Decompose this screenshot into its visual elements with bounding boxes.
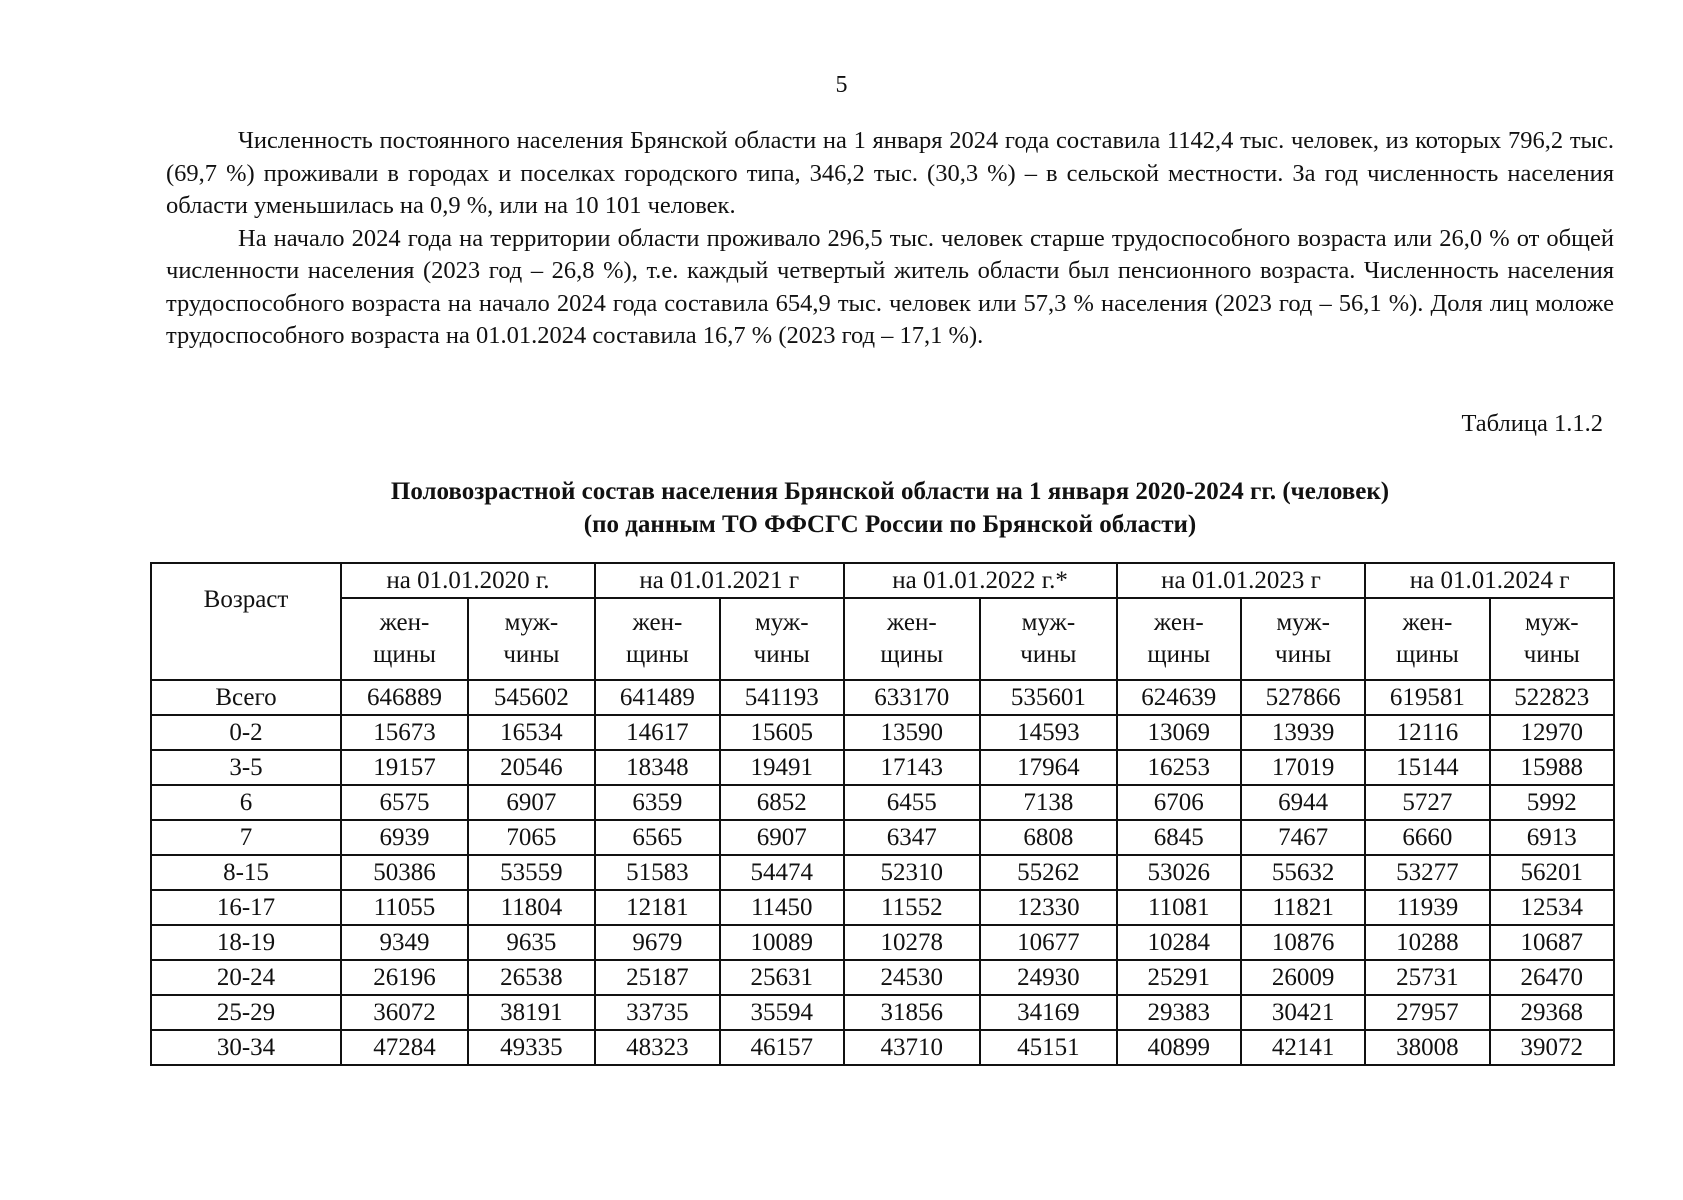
female-header-part: жен- bbox=[1402, 609, 1453, 636]
value-cell: 6913 bbox=[1490, 820, 1614, 855]
value-cell: 6359 bbox=[595, 785, 720, 820]
value-cell: 25291 bbox=[1117, 960, 1241, 995]
value-cell: 545602 bbox=[468, 680, 595, 715]
male-header-part: чины bbox=[753, 641, 810, 668]
value-cell: 6907 bbox=[468, 785, 595, 820]
age-cell: 7 bbox=[151, 820, 341, 855]
value-cell: 17019 bbox=[1241, 750, 1365, 785]
female-header-part: щины bbox=[1147, 641, 1211, 668]
value-cell: 36072 bbox=[341, 995, 468, 1030]
value-cell: 45151 bbox=[980, 1030, 1117, 1065]
value-cell: 30421 bbox=[1241, 995, 1365, 1030]
value-cell: 18348 bbox=[595, 750, 720, 785]
male-header-part: чины bbox=[1020, 641, 1077, 668]
male-header bbox=[980, 598, 1117, 680]
male-header-part: муж- bbox=[754, 609, 809, 636]
value-cell: 12116 bbox=[1365, 715, 1489, 750]
value-cell: 16534 bbox=[468, 715, 595, 750]
table-caption: Таблица 1.1.2 bbox=[1461, 410, 1603, 437]
value-cell: 9635 bbox=[468, 925, 595, 960]
value-cell: 5727 bbox=[1365, 785, 1489, 820]
value-cell: 10876 bbox=[1241, 925, 1365, 960]
table-row bbox=[151, 750, 1614, 785]
value-cell: 11055 bbox=[341, 890, 468, 925]
female-header-part: щины bbox=[1396, 641, 1459, 668]
value-cell: 12534 bbox=[1490, 890, 1614, 925]
value-cell: 29368 bbox=[1490, 995, 1614, 1030]
value-cell: 24930 bbox=[980, 960, 1117, 995]
table-row bbox=[151, 1030, 1614, 1065]
value-cell: 6565 bbox=[595, 820, 720, 855]
age-cell: 20-24 bbox=[151, 960, 341, 995]
male-header-part: чины bbox=[503, 641, 560, 668]
value-cell: 34169 bbox=[980, 995, 1117, 1030]
age-cell: 6 bbox=[151, 785, 341, 820]
value-cell: 53559 bbox=[468, 855, 595, 890]
female-header-part: щины bbox=[373, 641, 436, 668]
table-title bbox=[0, 475, 1683, 541]
male-header bbox=[468, 598, 595, 680]
value-cell: 14617 bbox=[595, 715, 720, 750]
value-cell: 43710 bbox=[844, 1030, 981, 1065]
value-cell: 646889 bbox=[341, 680, 468, 715]
value-cell: 54474 bbox=[720, 855, 844, 890]
value-cell: 29383 bbox=[1117, 995, 1241, 1030]
value-cell: 11450 bbox=[720, 890, 844, 925]
table-row bbox=[151, 785, 1614, 820]
value-cell: 6660 bbox=[1365, 820, 1489, 855]
value-cell: 40899 bbox=[1117, 1030, 1241, 1065]
year-header: на 01.01.2021 г bbox=[595, 563, 844, 598]
year-header: на 01.01.2024 г bbox=[1365, 563, 1614, 598]
value-cell: 527866 bbox=[1241, 680, 1365, 715]
value-cell: 38008 bbox=[1365, 1030, 1489, 1065]
value-cell: 6575 bbox=[341, 785, 468, 820]
value-cell: 52310 bbox=[844, 855, 981, 890]
male-header bbox=[1490, 598, 1614, 680]
value-cell: 55632 bbox=[1241, 855, 1365, 890]
value-cell: 53026 bbox=[1117, 855, 1241, 890]
header-row-sexes bbox=[151, 598, 1614, 680]
paragraph: На начало 2024 года на территории области проживало 296,5 тыс. человек старше трудоспособного возраста или 26,0 % от общей численности населения (2023 год – 26,8 %), т.е. каждый четвертый житель области был пенсионного возраста. Численность населения трудоспособного возраста на начало 2024 года составила 654,9 тыс. человек или 57,3 % населения (2023 год – 56,1 %). Доля лиц моложе трудоспособного возраста на 01.01.2024 составила 16,7 % (2023 год – 17,1 %). bbox=[166, 224, 1614, 349]
value-cell: 51583 bbox=[595, 855, 720, 890]
value-cell: 25731 bbox=[1365, 960, 1489, 995]
female-header bbox=[595, 598, 720, 680]
male-header bbox=[1241, 598, 1365, 680]
year-header: на 01.01.2020 г. bbox=[341, 563, 595, 598]
table-row bbox=[151, 960, 1614, 995]
value-cell: 55262 bbox=[980, 855, 1117, 890]
value-cell: 624639 bbox=[1117, 680, 1241, 715]
value-cell: 7138 bbox=[980, 785, 1117, 820]
value-cell: 49335 bbox=[468, 1030, 595, 1065]
population-table bbox=[150, 562, 1615, 1066]
male-header-part: муж- bbox=[1276, 609, 1330, 636]
value-cell: 6347 bbox=[844, 820, 981, 855]
value-cell: 6808 bbox=[980, 820, 1117, 855]
female-header bbox=[844, 598, 981, 680]
value-cell: 12330 bbox=[980, 890, 1117, 925]
age-column-header: Возраст bbox=[151, 563, 341, 680]
value-cell: 11939 bbox=[1365, 890, 1489, 925]
value-cell: 522823 bbox=[1490, 680, 1614, 715]
value-cell: 6944 bbox=[1241, 785, 1365, 820]
table-row bbox=[151, 995, 1614, 1030]
paragraph: Численность постоянного населения Брянской области на 1 января 2024 года составила 1142,4 тыс. человек, из которых 796,2 тыс. (69,7 %) проживали в городах и поселках городского типа, 346,2 тыс. (30,3 %) – в сельской местности. За год численность населения области уменьшилась на 0,9 %, или на 10 101 человек. bbox=[166, 127, 1614, 219]
value-cell: 10288 bbox=[1365, 925, 1489, 960]
table-body bbox=[151, 680, 1614, 1065]
female-header-part: жен- bbox=[632, 609, 683, 636]
age-cell: 0-2 bbox=[151, 715, 341, 750]
table-row bbox=[151, 855, 1614, 890]
female-header-part: щины bbox=[880, 641, 944, 668]
table-row bbox=[151, 820, 1614, 855]
table-title-line: Половозрастной состав населения Брянской области на 1 января 2020-2024 гг. (человек) bbox=[390, 478, 1390, 505]
value-cell: 9349 bbox=[341, 925, 468, 960]
value-cell: 12181 bbox=[595, 890, 720, 925]
value-cell: 38191 bbox=[468, 995, 595, 1030]
value-cell: 50386 bbox=[341, 855, 468, 890]
value-cell: 48323 bbox=[595, 1030, 720, 1065]
value-cell: 14593 bbox=[980, 715, 1117, 750]
value-cell: 19491 bbox=[720, 750, 844, 785]
value-cell: 15988 bbox=[1490, 750, 1614, 785]
male-header-part: чины bbox=[1275, 641, 1332, 668]
age-cell: 30-34 bbox=[151, 1030, 341, 1065]
value-cell: 641489 bbox=[595, 680, 720, 715]
value-cell: 6939 bbox=[341, 820, 468, 855]
value-cell: 11804 bbox=[468, 890, 595, 925]
value-cell: 24530 bbox=[844, 960, 981, 995]
table-row bbox=[151, 715, 1614, 750]
male-header-part: муж- bbox=[1524, 609, 1579, 636]
value-cell: 47284 bbox=[341, 1030, 468, 1065]
value-cell: 16253 bbox=[1117, 750, 1241, 785]
page-number: 5 bbox=[835, 72, 848, 98]
value-cell: 13590 bbox=[844, 715, 981, 750]
age-cell: 8-15 bbox=[151, 855, 341, 890]
male-header bbox=[720, 598, 844, 680]
value-cell: 17964 bbox=[980, 750, 1117, 785]
female-header bbox=[1117, 598, 1241, 680]
value-cell: 5992 bbox=[1490, 785, 1614, 820]
male-header-part: муж- bbox=[504, 609, 559, 636]
value-cell: 13069 bbox=[1117, 715, 1241, 750]
female-header-part: жен- bbox=[1153, 609, 1204, 636]
value-cell: 26196 bbox=[341, 960, 468, 995]
value-cell: 6706 bbox=[1117, 785, 1241, 820]
value-cell: 15605 bbox=[720, 715, 844, 750]
age-cell: 18-19 bbox=[151, 925, 341, 960]
female-header-part: жен- bbox=[886, 609, 937, 636]
value-cell: 9679 bbox=[595, 925, 720, 960]
value-cell: 10687 bbox=[1490, 925, 1614, 960]
value-cell: 26009 bbox=[1241, 960, 1365, 995]
year-header: на 01.01.2022 г.* bbox=[844, 563, 1117, 598]
female-header bbox=[341, 598, 468, 680]
male-header-part: муж- bbox=[1021, 609, 1076, 636]
value-cell: 31856 bbox=[844, 995, 981, 1030]
value-cell: 541193 bbox=[720, 680, 844, 715]
year-header: на 01.01.2023 г bbox=[1117, 563, 1366, 598]
value-cell: 56201 bbox=[1490, 855, 1614, 890]
value-cell: 26470 bbox=[1490, 960, 1614, 995]
value-cell: 46157 bbox=[720, 1030, 844, 1065]
value-cell: 20546 bbox=[468, 750, 595, 785]
value-cell: 10677 bbox=[980, 925, 1117, 960]
header-row-years bbox=[151, 563, 1614, 598]
value-cell: 12970 bbox=[1490, 715, 1614, 750]
value-cell: 15144 bbox=[1365, 750, 1489, 785]
value-cell: 11552 bbox=[844, 890, 981, 925]
body-text bbox=[166, 125, 1614, 353]
value-cell: 53277 bbox=[1365, 855, 1489, 890]
value-cell: 6907 bbox=[720, 820, 844, 855]
table-title-line: (по данным ТО ФФСГС России по Брянской области) bbox=[583, 511, 1197, 538]
value-cell: 10278 bbox=[844, 925, 981, 960]
value-cell: 535601 bbox=[980, 680, 1117, 715]
value-cell: 25187 bbox=[595, 960, 720, 995]
value-cell: 15673 bbox=[341, 715, 468, 750]
male-header-part: чины bbox=[1523, 641, 1580, 668]
value-cell: 6845 bbox=[1117, 820, 1241, 855]
age-cell: 16-17 bbox=[151, 890, 341, 925]
value-cell: 10284 bbox=[1117, 925, 1241, 960]
value-cell: 619581 bbox=[1365, 680, 1489, 715]
value-cell: 26538 bbox=[468, 960, 595, 995]
table-row bbox=[151, 680, 1614, 715]
value-cell: 27957 bbox=[1365, 995, 1489, 1030]
value-cell: 11821 bbox=[1241, 890, 1365, 925]
value-cell: 10089 bbox=[720, 925, 844, 960]
age-cell: 25-29 bbox=[151, 995, 341, 1030]
value-cell: 39072 bbox=[1490, 1030, 1614, 1065]
value-cell: 7467 bbox=[1241, 820, 1365, 855]
table-row bbox=[151, 925, 1614, 960]
age-cell: 3-5 bbox=[151, 750, 341, 785]
value-cell: 6455 bbox=[844, 785, 981, 820]
value-cell: 11081 bbox=[1117, 890, 1241, 925]
value-cell: 25631 bbox=[720, 960, 844, 995]
value-cell: 33735 bbox=[595, 995, 720, 1030]
value-cell: 17143 bbox=[844, 750, 981, 785]
table-row bbox=[151, 890, 1614, 925]
value-cell: 633170 bbox=[844, 680, 981, 715]
value-cell: 35594 bbox=[720, 995, 844, 1030]
female-header-part: щины bbox=[626, 641, 689, 668]
female-header bbox=[1365, 598, 1489, 680]
value-cell: 6852 bbox=[720, 785, 844, 820]
value-cell: 19157 bbox=[341, 750, 468, 785]
age-cell: Всего bbox=[151, 680, 341, 715]
female-header-part: жен- bbox=[379, 609, 430, 636]
value-cell: 7065 bbox=[468, 820, 595, 855]
value-cell: 13939 bbox=[1241, 715, 1365, 750]
value-cell: 42141 bbox=[1241, 1030, 1365, 1065]
